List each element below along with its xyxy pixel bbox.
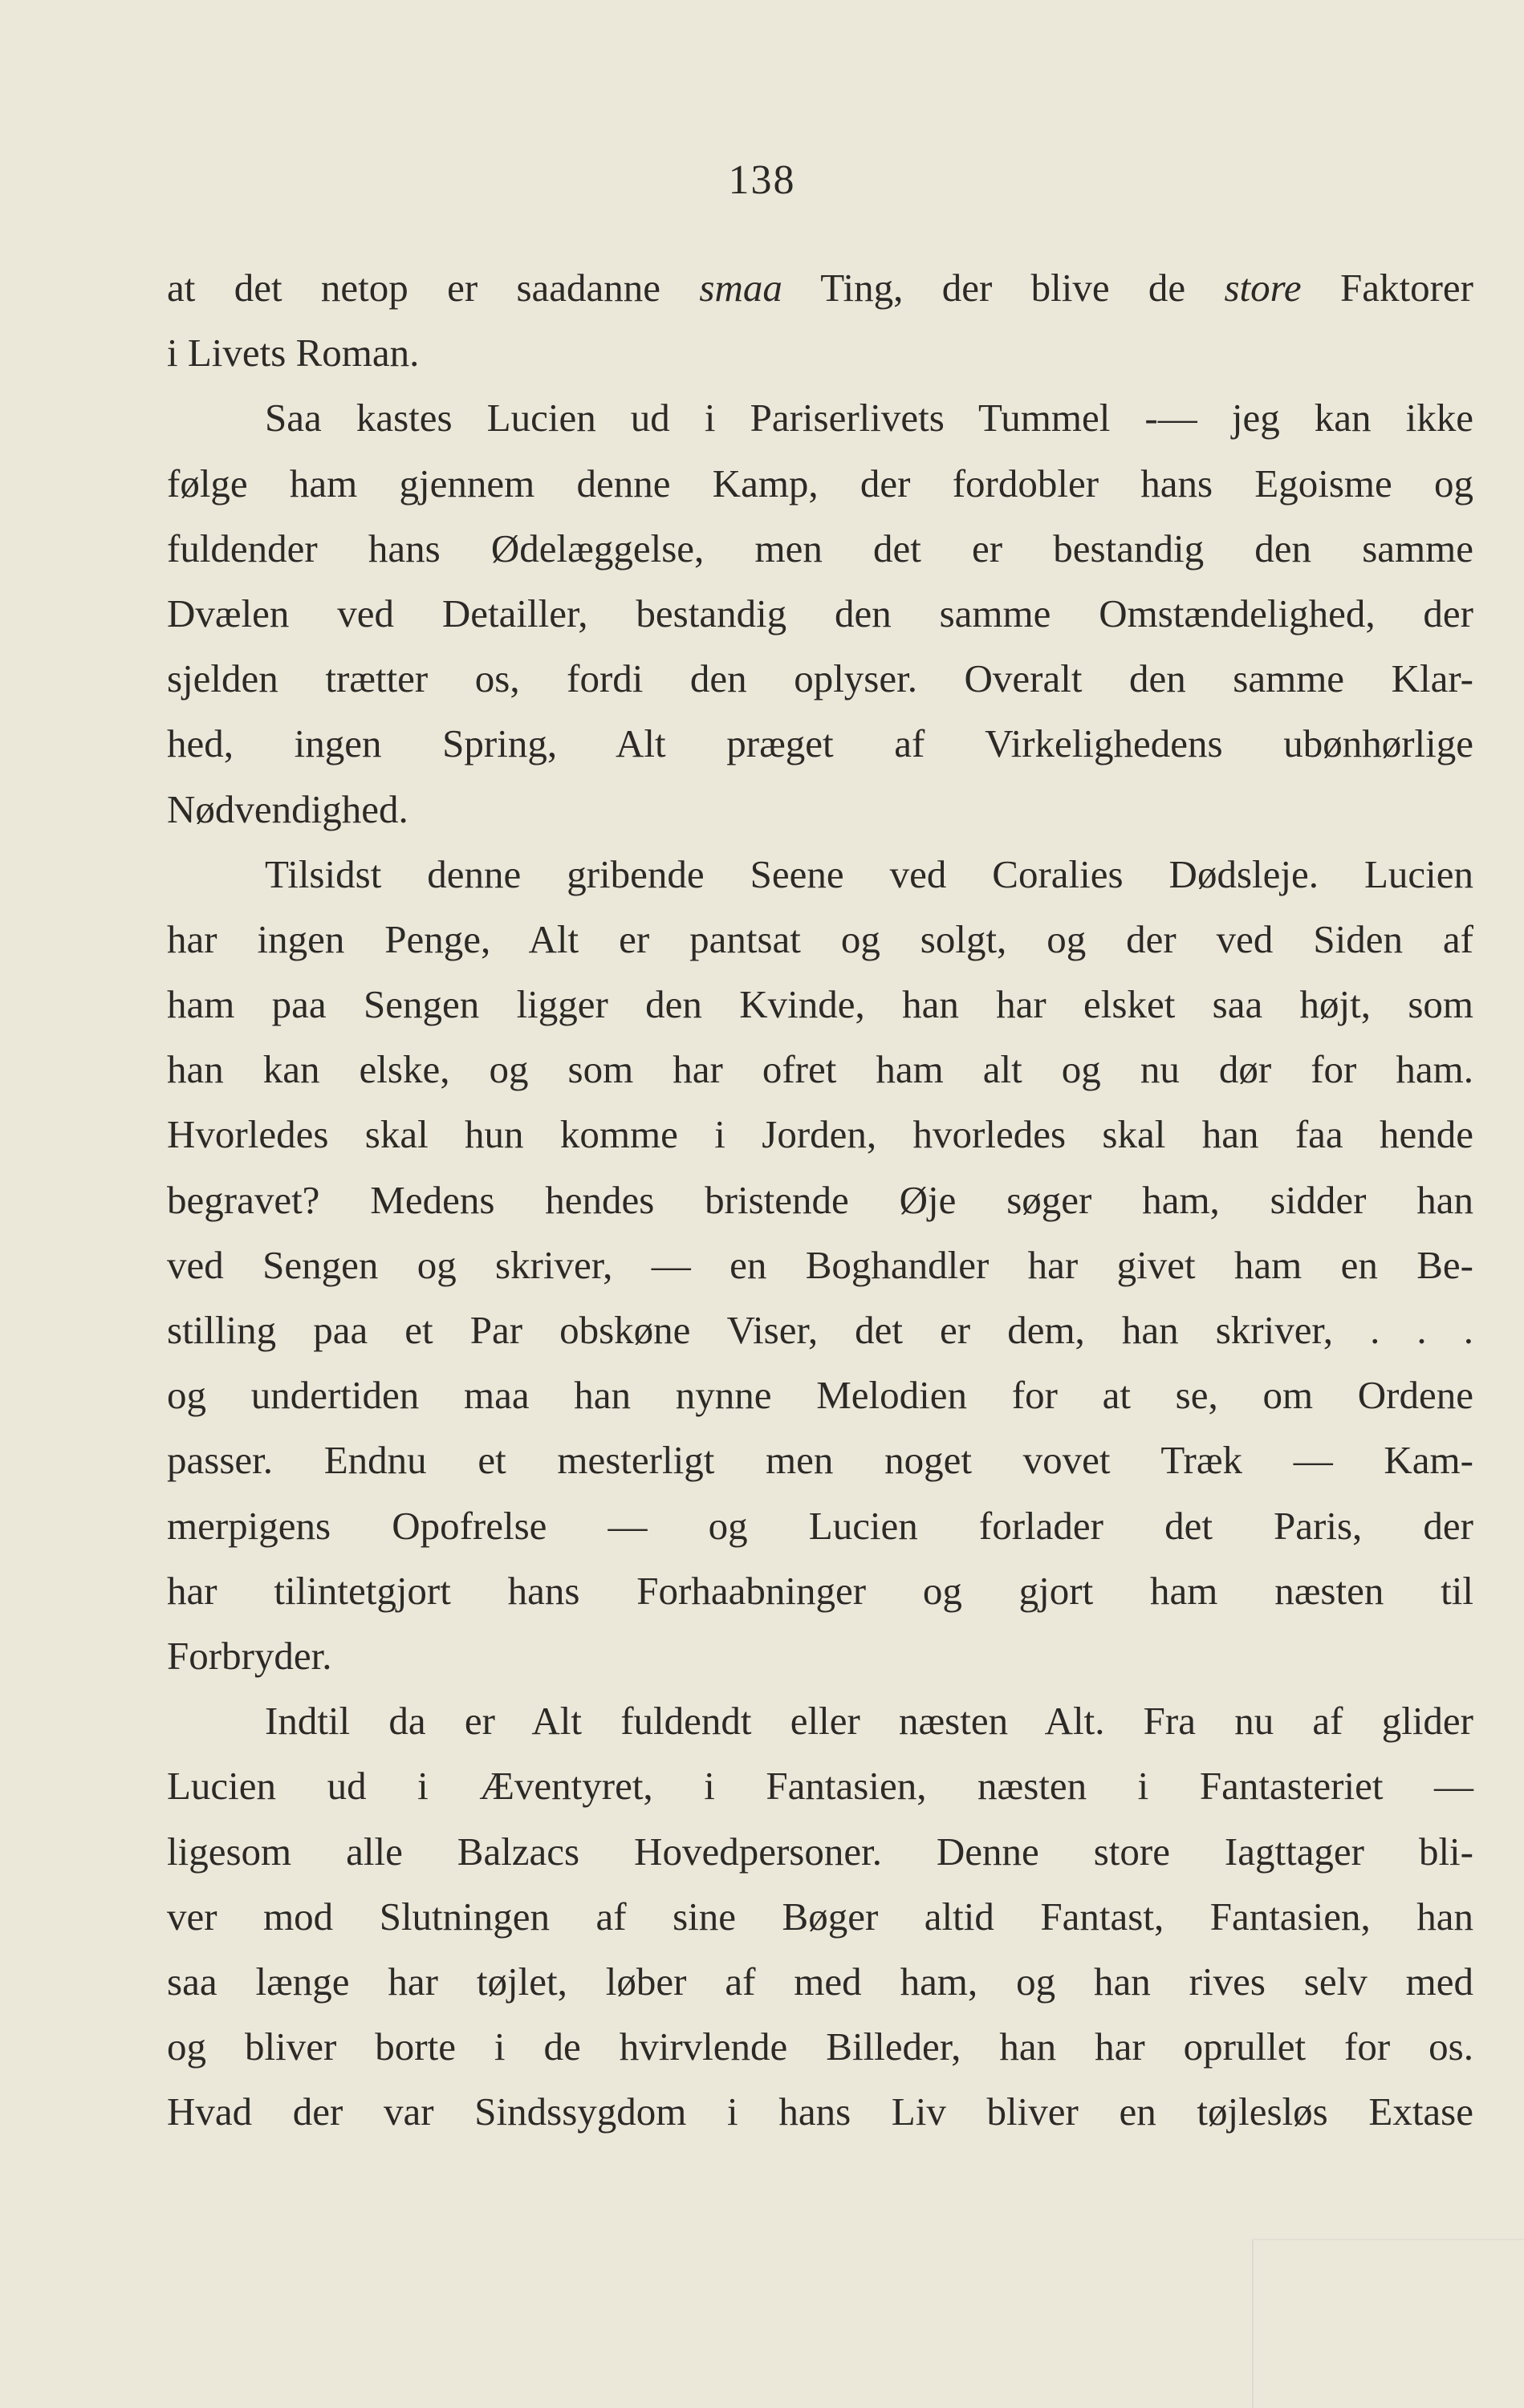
text-line: ligesom alle Balzacs Hovedpersoner. Denne store Iagttager bli-: [167, 1829, 1473, 1874]
text-line: ham paa Sengen ligger den Kvinde, han har elsket saa højt, som: [167, 982, 1473, 1027]
emphasis-store: store: [1224, 266, 1302, 310]
text-line: at det netop er saadanne smaa Ting, der blive de store Faktorer: [167, 266, 1473, 310]
text-line: Forbryder.: [167, 1633, 332, 1678]
emphasis-smaa: smaa: [699, 266, 782, 310]
text-line: stilling paa et Par obskøne Viser, det er dem, han skriver, . . .: [167, 1308, 1473, 1352]
text-line: Hvorledes skal hun komme i Jorden, hvorledes skal han faa hende: [167, 1112, 1473, 1157]
text-line: og bliver borte i de hvirvlende Billeder, han har oprullet for os.: [167, 2024, 1473, 2069]
text-line: ved Sengen og skriver, — en Boghandler har givet ham en Be-: [167, 1242, 1473, 1287]
text-line: har ingen Penge, Alt er pantsat og solgt, og der ved Siden af: [167, 916, 1473, 961]
text-line: ver mod Slutningen af sine Bøger altid Fantast, Fantasien, han: [167, 1894, 1473, 1939]
text-line: har tilintetgjort hans Forhaabninger og gjort ham næsten til: [167, 1568, 1473, 1613]
text-line: begravet? Medens hendes bristende Øje søger ham, sidder han: [167, 1177, 1473, 1222]
text-line: fuldender hans Ødelæggelse, men det er bestandig den samme: [167, 526, 1473, 571]
text-line: i Livets Roman.: [167, 331, 420, 376]
text-line: og undertiden maa han nynne Melodien for at se, om Ordene: [167, 1373, 1473, 1418]
text-line: merpigens Opofrelse — og Lucien forlader det Paris, der: [167, 1503, 1473, 1548]
text-line: Hvad der var Sindssygdom i hans Liv bliver en tøjlesløs Extase: [167, 2089, 1473, 2134]
paragraph-start-line: Indtil da er Alt fuldendt eller næsten Alt. Fra nu af glider: [265, 1699, 1473, 1744]
text-line: passer. Endnu et mesterligt men noget vovet Træk — Kam-: [167, 1438, 1473, 1483]
text-line: Nødvendighed.: [167, 786, 408, 831]
text-line: følge ham gjennem denne Kamp, der fordobler hans Egoisme og: [167, 461, 1473, 506]
text-line: sjelden trætter os, fordi den oplyser. Overalt den samme Klar-: [167, 656, 1473, 701]
paragraph-start-line: Tilsidst denne gribende Seene ved Coralies Dødsleje. Lucien: [265, 851, 1473, 896]
text-line: hed, ingen Spring, Alt præget af Virkelighedens ubønhørlige: [167, 721, 1473, 766]
text-line: han kan elske, og som har ofret ham alt og nu dør for ham.: [167, 1047, 1473, 1092]
text-line: saa længe har tøjlet, løber af med ham, og han rives selv med: [167, 1959, 1473, 2004]
text-line: Dvælen ved Detailler, bestandig den samme Omstændelighed, der: [167, 591, 1473, 636]
paragraph-start-line: Saa kastes Lucien ud i Pariserlivets Tummel -— jeg kan ikke: [265, 396, 1473, 441]
page-number: 138: [728, 157, 796, 203]
text-line: Lucien ud i Æventyret, i Fantasien, næsten i Fantasteriet —: [167, 1764, 1473, 1809]
page-corner-mark: [1252, 2239, 1524, 2408]
body-text: [167, 255, 1473, 2144]
